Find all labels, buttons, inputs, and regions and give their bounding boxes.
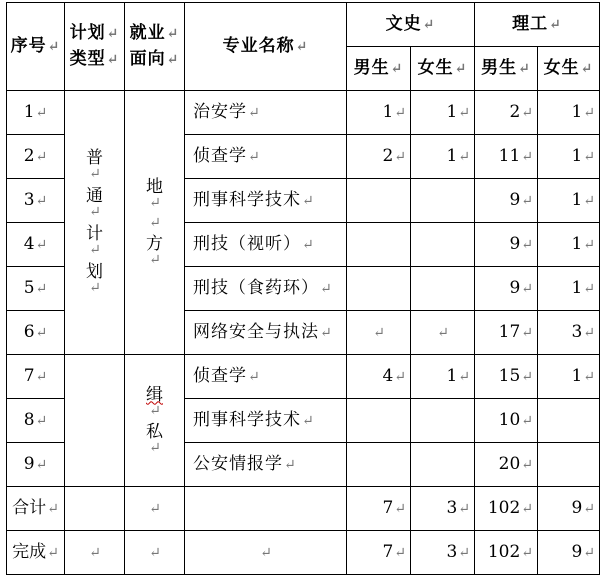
row-no: 1↵ — [7, 91, 65, 135]
row-lg-male: 11↵ — [475, 135, 538, 179]
row-lg-male: 9↵ — [475, 267, 538, 311]
done-row — [7, 531, 600, 575]
enrollment-plan-table — [6, 2, 600, 575]
header-wenshi: 文史↵ — [347, 3, 475, 47]
row-lg-male: 17↵ — [475, 311, 538, 355]
done-plan-type: ↵ — [65, 531, 125, 575]
row-lg-male: 2↵ — [475, 91, 538, 135]
row-ws-female: ↵ — [411, 311, 475, 355]
row-lg-male: 10↵ — [475, 399, 538, 443]
row-major: 治安学↵ — [185, 91, 347, 135]
row-lg-female: 1↵ — [538, 267, 600, 311]
total-major — [185, 487, 347, 531]
row-ws-male — [347, 399, 411, 443]
row-ws-male: 2↵ — [347, 135, 411, 179]
header-ligong-male: 男生↵ — [475, 47, 538, 91]
header-ligong: 理工↵ — [475, 3, 600, 47]
row-lg-female: 1↵ — [538, 135, 600, 179]
direction-smuggling-cell: 缉 ↵ 私 ↵ — [125, 355, 185, 487]
done-lg-female: 9↵ — [538, 531, 600, 575]
header-major-name: 专业名称↵ — [185, 3, 347, 91]
header-plan-type: 计划↵ 类型↵ — [65, 3, 125, 91]
table-row — [7, 355, 600, 399]
row-major: 刑技（视听）↵ — [185, 223, 347, 267]
row-lg-female: 1↵ — [538, 223, 600, 267]
row-major: 刑事科学技术↵ — [185, 399, 347, 443]
done-label: 完成↵ — [7, 531, 65, 575]
row-no: 5↵ — [7, 267, 65, 311]
done-lg-male: 102↵ — [475, 531, 538, 575]
row-ws-male — [347, 223, 411, 267]
row-no: 7↵ — [7, 355, 65, 399]
done-ws-female: 3↵ — [411, 531, 475, 575]
direction-local-cell: 地 ↵ ↵ 方 ↵ — [125, 91, 185, 355]
row-ws-female: 1↵ — [411, 135, 475, 179]
row-lg-male: 9↵ — [475, 223, 538, 267]
row-ws-female: 1↵ — [411, 355, 475, 399]
row-no: 8↵ — [7, 399, 65, 443]
row-lg-female — [538, 399, 600, 443]
row-ws-female — [411, 267, 475, 311]
total-direction: ↵ — [125, 487, 185, 531]
row-ws-female: 1↵ — [411, 91, 475, 135]
plan-type-cell: 普 ↵ 通 ↵ 计 ↵ 划 ↵ — [65, 91, 125, 355]
row-lg-female: 3↵ — [538, 311, 600, 355]
row-lg-male: 9↵ — [475, 179, 538, 223]
row-lg-female — [538, 443, 600, 487]
row-no: 2↵ — [7, 135, 65, 179]
table-row — [7, 91, 600, 135]
row-ws-male — [347, 443, 411, 487]
row-ws-male — [347, 179, 411, 223]
row-no: 4↵ — [7, 223, 65, 267]
header-wenshi-female: 女生↵ — [411, 47, 475, 91]
row-major: 侦查学↵ — [185, 135, 347, 179]
done-major: ↵ — [185, 531, 347, 575]
row-major: 刑事科学技术↵ — [185, 179, 347, 223]
row-ws-male: 4↵ — [347, 355, 411, 399]
total-plan-type — [65, 487, 125, 531]
row-no: 3↵ — [7, 179, 65, 223]
row-lg-female: 1↵ — [538, 91, 600, 135]
header-ligong-female: 女生↵ — [538, 47, 600, 91]
row-ws-female — [411, 443, 475, 487]
total-lg-male: 102↵ — [475, 487, 538, 531]
row-no: 9↵ — [7, 443, 65, 487]
plan-type-empty-cell — [65, 355, 125, 487]
row-major: 刑技（食药环）↵ — [185, 267, 347, 311]
row-major: 网络安全与执法↵ — [185, 311, 347, 355]
total-lg-female: 9↵ — [538, 487, 600, 531]
row-lg-female: 1↵ — [538, 355, 600, 399]
total-row — [7, 487, 600, 531]
row-lg-male: 15↵ — [475, 355, 538, 399]
row-major: 公安情报学↵ — [185, 443, 347, 487]
row-ws-male: ↵ — [347, 311, 411, 355]
row-major: 侦查学↵ — [185, 355, 347, 399]
row-ws-female — [411, 179, 475, 223]
row-ws-female — [411, 399, 475, 443]
row-ws-male — [347, 267, 411, 311]
header-wenshi-male: 男生↵ — [347, 47, 411, 91]
total-ws-male: 7↵ — [347, 487, 411, 531]
header-direction: 就业↵ 面向↵ — [125, 3, 185, 91]
row-ws-female — [411, 223, 475, 267]
done-ws-male: 7↵ — [347, 531, 411, 575]
total-label: 合计↵ — [7, 487, 65, 531]
row-no: 6↵ — [7, 311, 65, 355]
row-lg-male: 20↵ — [475, 443, 538, 487]
done-direction: ↵ — [125, 531, 185, 575]
row-lg-female: 1↵ — [538, 179, 600, 223]
total-ws-female: 3↵ — [411, 487, 475, 531]
row-ws-male: 1↵ — [347, 91, 411, 135]
header-seq: 序号↵ — [7, 3, 65, 91]
